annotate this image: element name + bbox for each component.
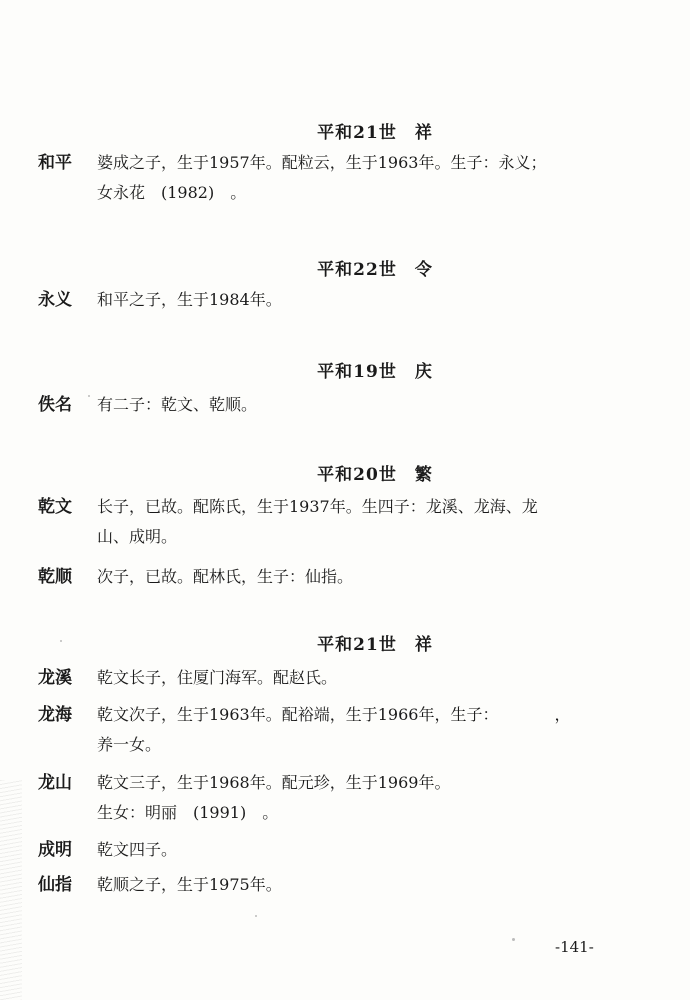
entry-name: 佚名: [38, 395, 72, 415]
scan-speck: [255, 915, 257, 917]
entry-name: 永义: [38, 290, 72, 310]
entry-description: [97, 835, 657, 865]
scan-speck: [88, 395, 90, 397]
entry-name: 乾顺: [38, 567, 72, 587]
entry-description: [97, 663, 657, 693]
entry-description: [97, 768, 657, 828]
entry-description: [97, 148, 657, 208]
description-line: 婆成之子，生于1957年。配粒云，生于1963年。生子：永义；: [97, 153, 547, 172]
description-line: 有二子：乾文、乾顺。: [97, 395, 258, 414]
description-line: 养一女。: [97, 735, 162, 754]
description-line: 次子，已故。配林氏，生子：仙指。: [97, 567, 354, 586]
section-heading: 平和20世 繁: [317, 465, 433, 485]
entry-name: 龙海: [38, 705, 72, 725]
description-line: 乾文三子，生于1968年。配元珍，生于1969年。: [97, 773, 451, 792]
scan-speck: [60, 640, 62, 642]
entry-name: 龙溪: [38, 668, 72, 688]
description-line: 乾顺之子，生于1975年。: [97, 875, 282, 894]
page-number: -141-: [555, 938, 594, 956]
entry-description: [97, 390, 657, 420]
entry-description: [97, 285, 657, 315]
entry-name: 成明: [38, 840, 72, 860]
description-line: 和平之子，生于1984年。: [97, 290, 282, 309]
section-heading: 平和21世 祥: [317, 635, 433, 655]
entry-name: 仙指: [38, 875, 72, 895]
description-line: 乾文次子，生于1963年。配裕端，生于1966年，生子： ，: [97, 705, 571, 724]
section-heading: 平和21世 祥: [317, 123, 433, 143]
description-line: 女永花 (1982) 。: [97, 183, 247, 202]
description-line: 乾文长子，住厦门海军。配赵氏。: [97, 668, 338, 687]
description-line: 乾文四子。: [97, 840, 178, 859]
entry-description: [97, 870, 657, 900]
section-heading: 平和19世 庆: [317, 362, 433, 382]
scan-noise: [0, 780, 22, 1000]
entry-name: 龙山: [38, 773, 72, 793]
entry-description: [97, 492, 657, 552]
entry-description: [97, 700, 657, 760]
description-line: 长子，已故。配陈氏，生于1937年。生四子：龙溪、龙海、龙: [97, 497, 538, 516]
entry-name: 和平: [38, 153, 72, 173]
entry-description: [97, 562, 657, 592]
section-heading: 平和22世 令: [317, 260, 433, 280]
description-line: 山、成明。: [97, 527, 178, 546]
entry-name: 乾文: [38, 497, 72, 517]
scan-speck: [512, 938, 515, 941]
description-line: 生女：明丽 (1991) 。: [97, 803, 279, 822]
